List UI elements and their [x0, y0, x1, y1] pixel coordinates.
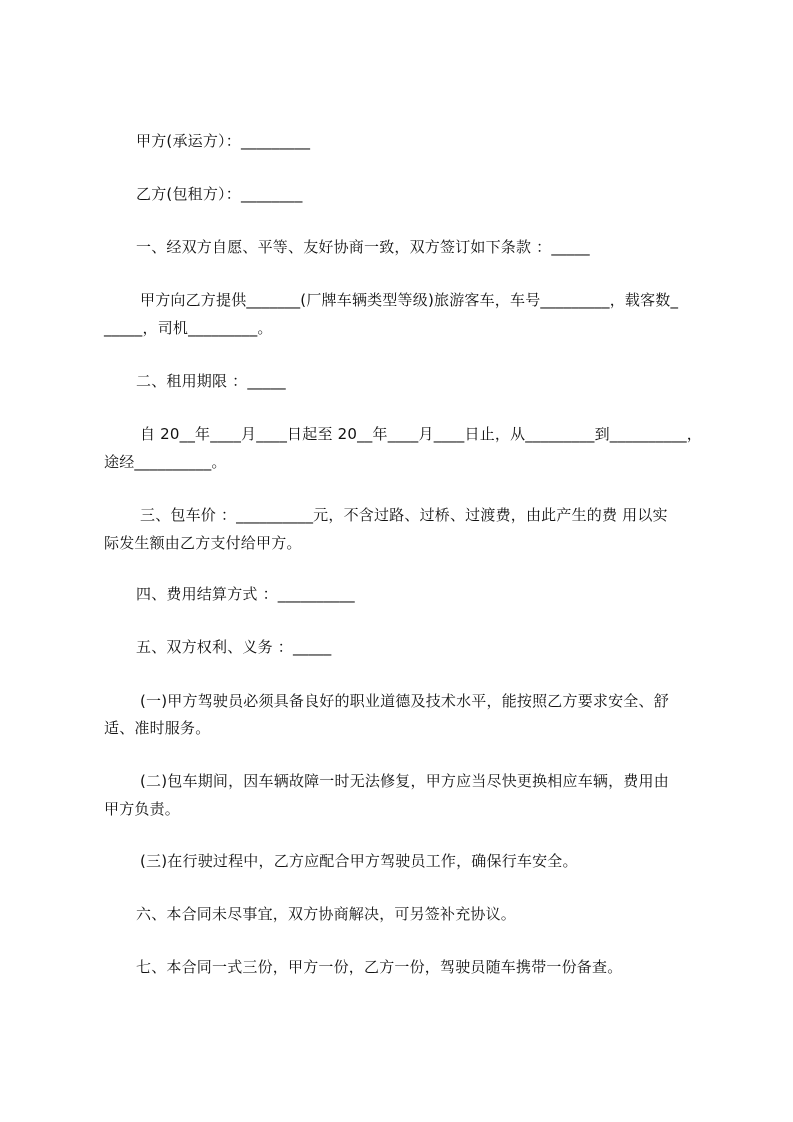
clause-5-heading: 五、双方权利、义务 ：_____	[136, 638, 332, 656]
clause-2-text-line1: 自 20__年____月____日起至 20__年____月____日止，从_________到__________，	[140, 425, 703, 443]
party-a-line: 甲方(承运方）：_________	[136, 132, 311, 150]
clause-6: 六、本合同未尽事宜，双方协商解决，可另签补充协议。	[136, 905, 517, 923]
clause-5-item-2-line1: (二)包车期间，因车辆故障一时无法修复，甲方应当尽快更换相应车辆，费用由	[140, 772, 669, 790]
clause-5-item-2-line2: 甲方负责。	[104, 800, 181, 818]
clause-5-item-3: (三)在行驶过程中，乙方应配合甲方驾驶员工作，确保行车安全。	[140, 852, 578, 870]
clause-1-text-line1: 甲方向乙方提供_______(厂牌车辆类型等级)旅游客车，车号_________，载客数_	[140, 291, 679, 309]
clause-3-line2: 际发生额由乙方支付给甲方。	[104, 534, 302, 552]
clause-5-item-1-line2: 适、准时服务。	[104, 719, 211, 737]
clause-5-item-1-line1: (一)甲方驾驶员必须具备良好的职业道德及技术水平，能按照乙方要求安全、舒	[140, 692, 669, 710]
clause-4-heading: 四、费用结算方式 ：__________	[136, 585, 355, 603]
clause-1-text-line2: _____，司机_________。	[104, 319, 273, 337]
clause-2-text-line2: 途经__________。	[104, 453, 227, 471]
clause-1-heading: 一、经双方自愿、平等、友好协商一致，双方签订如下条款 ：_____	[136, 238, 590, 256]
clause-7: 七、本合同一式三份，甲方一份，乙方一份，驾驶员随车携带一份备查。	[136, 958, 623, 976]
party-b-line: 乙方(包租方）：________	[136, 185, 303, 203]
clause-2-heading: 二、租用期限 ：_____	[136, 372, 286, 390]
clause-3-line1: 三、包车价 ：__________元，不含过路、过桥、过渡费，由此产生的费 用以实	[140, 506, 668, 524]
